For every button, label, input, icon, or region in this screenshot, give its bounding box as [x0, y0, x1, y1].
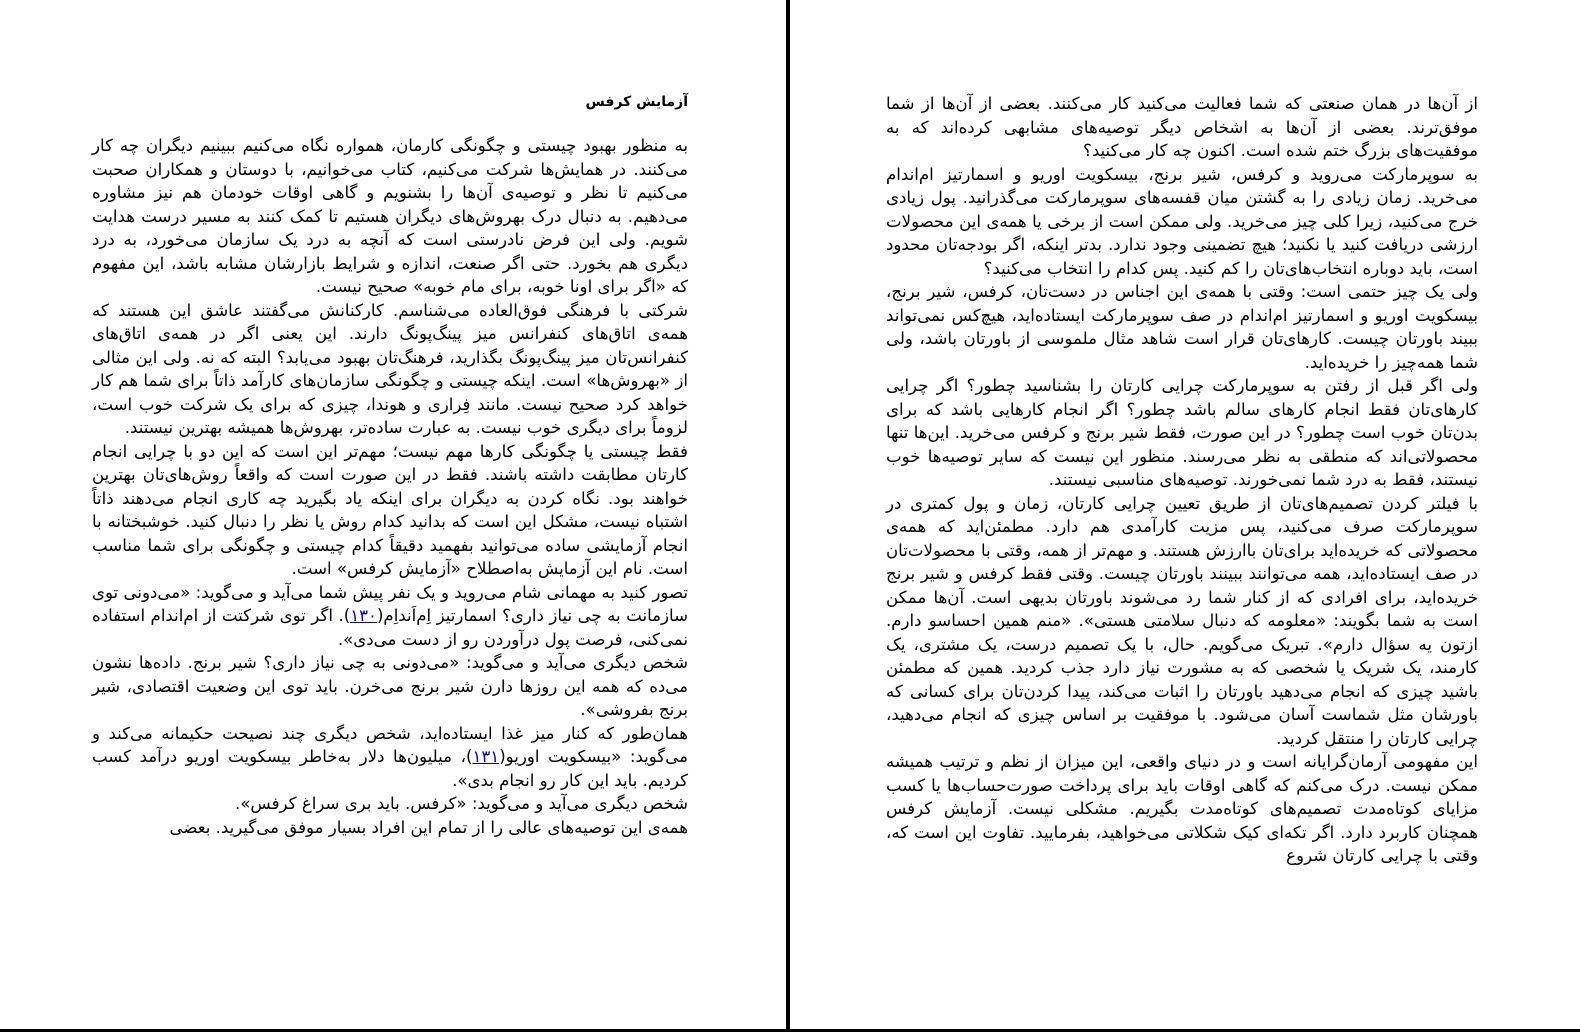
paragraph: همه‌ی این توصیه‌های عالی را از تمام این افراد بسیار موفق می‌گیرید. بعضی — [169, 817, 688, 837]
left-page — [0, 0, 788, 1030]
footnote-link[interactable]: ۱۳۱ — [472, 747, 500, 766]
paragraph: فقط چیستی یا چگونگی کارها مهم نیست؛ مهم‌تر این است که این دو با چرایی انجام کارتان مطابقت داشته باشند. فقط در این صورت است که واقعاً روش‌های‌تان بهترین خواهند بود. نگاه کردن به دیگران برای اینکه یاد بگیرید چه کاری انجام می‌دهند ذاتاً اشتباه نیست، مشکل این است که بدانید کدام روش یا نظر را دنبال کنید. خوشبختانه با انجام آزمایشی ساده می‌توانید بفهمید دقیقاً کدام چیستی و چگونگی برای شما مناسب است. نام این آزمایش به‌اصطلاح «آزمایش کرفس» است. — [92, 441, 688, 578]
paragraph: این مفهومی آرمان‌گرایانه است و در دنیای واقعی، این میزان از نظم و ترتیب همیشه ممکن نیست. درک می‌کنم که گاهی اوقات باید برای پرداخت صورت‌حساب‌ها یا کسب مزایای کوتاه‌مدت تصمیم‌های کوتاه‌مدت بگیریم. مشکلی نیست. آزمایش کرفس همچنان کاربرد دارد. اگر تکه‌ای کیک شکلاتی می‌خواهید، بفرمایید. تفاوت این است که، وقتی با چرایی کارتان شروع — [886, 752, 1478, 865]
right-page — [792, 0, 1580, 1030]
paragraph-text: تصور کنید به مهمانی شام می‌روید و یک نفر پیش شما می‌آید و می‌گوید: «می‌دونی توی سازمانت به چی نیاز داری؟ اسمارتیز اِم‌اَند‌اِم( — [92, 582, 688, 625]
paragraph-text: همان‌طور که کنار میز غذا ایستاده‌اید، شخص دیگری چند نصیحت حکیمانه می‌کند و می‌گوید: «بیسکویت اوریو( — [92, 723, 688, 766]
paragraph: ولی یک چیز حتمی است: وقتی با همه‌ی این اجناس در دست‌تان، کرفس، شیر برنج، بیسکویت اوریو و اسمارتیز ام‌اندام در صف سوپرمارکت ایستاده‌اید، هیچ‌کس نمی‌تواند ببیند باورتان چیست. کارهای‌تان قرار است شاهد مثال ملموسی از باورتان باشد، ولی شما همه‌چیز را خریده‌اید. — [886, 282, 1478, 372]
paragraph: شخص دیگری می‌آید و می‌گوید: «کرفس. باید بری سراغ کرفس». — [235, 794, 688, 813]
right-page-body — [886, 92, 1478, 868]
paragraph-text: )، میلیون‌ها دلار به‌خاطر بیسکویت اوریو درآمد کسب کردیم. باید این کار رو انجام بدی». — [92, 747, 688, 790]
paragraph: به منظور بهبود چیستی و چگونگی کارمان، همواره نگاه می‌کنیم ببینیم دیگران چه کار می‌کنند. در همایش‌ها شرکت می‌کنیم، کتاب می‌خوانیم، با دوستان و همکاران صحبت می‌کنیم تا نظر و توصیه‌ی آن‌ها را بشنویم و گاهی اوقات خودمان هم نیز مشاوره می‌دهیم. به دنبال درک بهروش‌های دیگران هستیم تا کمک کنند به مسیر درست هدایت شویم. ولی این فرض نادرستی است که آنچه به درد یک سازمان می‌خورد، به درد دیگری هم بخورد. حتی اگر صنعت، اندازه و شرایط بازارشان مشابه باشد، این مفهوم که «اگر برای اونا خوبه، برای مام خوبه» صحیح نیست. — [92, 136, 688, 296]
paragraph-text: ). اگر توی شرکتت از ام‌اندام استفاده نمی‌کنی، فرصت پول درآوردن رو از دست می‌دی». — [92, 606, 688, 649]
paragraph: ولی اگر قبل از رفتن به سوپرمارکت چرایی کارتان را بشناسید چطور؟ اگر چرایی کارهای‌تان فقط انجام کارهای سالم باشد چطور؟ اگر انجام کارهایی باشد که برای بدن‌تان خوب است چطور؟ در این صورت، فقط شیر برنج و کرفس می‌خرید. این‌ها تنها محصولاتی‌اند که منطقی به نظر می‌رسند. منظور این نیست که سایر توصیه‌ها خوب نیستند، فقط به درد شما نمی‌خورند. توصیه‌های مناسبی نیستند. — [886, 376, 1478, 489]
paragraph: با فیلتر کردن تصمیم‌های‌تان از طریق تعیین چرایی کارتان، زمان و پول کمتری در سوپرمارکت صرف می‌کنید، پس مزیت کارآمدی هم دارد. مطمئن‌اید که همه‌ی محصولاتی که خریده‌اید برای‌تان باارزش هستند. و مهم‌تر از همه، وقتی با محصولات‌تان در صف ایستاده‌اید، همه می‌توانند ببینند باورتان چیست. وقتی فقط کرفس و شیر برنج خریده‌اید، برای افرادی که از کنار شما رد می‌شوند باورتان بدیهی است. آن‌ها ممکن است به شما بگویند: «معلومه که دنبال سلامتی هستی». «منم همین احساسو دارم. ازتون یه سؤال دارم». تبریک می‌گویم. حال، با یک تصمیم درست، یک مشتری، یک کارمند، یک شریک یا شخصی که به مشورت نیاز دارد جذب کردید. همین که مطمئن باشید چیزی که انجام می‌دهید باورتان را اثبات می‌کند، پیدا کردن‌تان برای کسانی که باورشان مثل شماست آسان می‌شود. با موفقیت بر اساس چیزی که انجام می‌دهید، چرایی کارتان را منتقل کردید. — [886, 493, 1478, 748]
left-page-body — [92, 134, 688, 839]
footnote-link[interactable]: ۱۳۰ — [350, 606, 377, 625]
chapter-title: آزمایش کرفس — [585, 94, 688, 110]
paragraph: شخص دیگری می‌آید و می‌گوید: «می‌دونی به چی نیاز داری؟ شیر برنج. داده‌ها نشون می‌ده که همه این روزها دارن شیر برنج می‌خرن. باید توی این وضعیت اقتصادی، شیر برنج بفروشی». — [92, 653, 688, 719]
paragraph: از آن‌ها در همان صنعتی که شما فعالیت می‌کنید کار می‌کنند. بعضی از آن‌ها از شما موفق‌ترند. بعضی از آن‌ها به اشخاص دیگر توصیه‌های مشابهی کرده‌اند که به موفقیت‌های بزرگ ختم شده است. اکنون چه کار می‌کنید؟ — [886, 94, 1478, 160]
paragraph — [92, 722, 688, 793]
page-divider — [786, 0, 790, 1032]
paragraph — [92, 581, 688, 652]
paragraph: شرکتی با فرهنگی فوق‌العاده می‌شناسم. کارکنانش می‌گفتند عاشق این هستند که همه‌ی اتاق‌های کنفرانس میز پینگ‌پونگ دارند. این یعنی اگر در همه‌ی اتاق‌های کنفرانس‌تان میز پینگ‌پونگ بگذارید، فرهنگ‌تان بهبود می‌یابد؟ البته که نه. ولی این مثالی از «بهروش‌ها» است. اینکه چیستی و چگونگی سازمان‌های کارآمد ذاتاً برای شما هم کار خواهد کرد صحیح نیست. مانند فِراری و هوندا، چیزی که برای یک شرکت خوب است، لزوماً برای دیگری خوب نیست. به عبارت ساده‌تر، بهروش‌ها همیشه بهترین نیستند. — [92, 300, 688, 437]
paragraph: به سوپرمارکت می‌روید و کرفس، شیر برنج، بیسکویت اوریو و اسمارتیز ام‌اندام می‌خرید. زمان زیادی را به گشتن میان قفسه‌های سوپرمارکت می‌گذرانید. پول زیادی خرج می‌کنید، زیرا کلی چیز می‌خرید. ولی ممکن است از برخی یا همه‌ی این محصولات ارزشی دریافت کنید یا نکنید؛ هیچ تضمینی وجود ندارد. بدتر اینکه، اگر بودجه‌تان محدود است، باید دوباره انتخاب‌های‌تان را کم کنید. پس کدام را انتخاب می‌کنید؟ — [886, 164, 1478, 278]
